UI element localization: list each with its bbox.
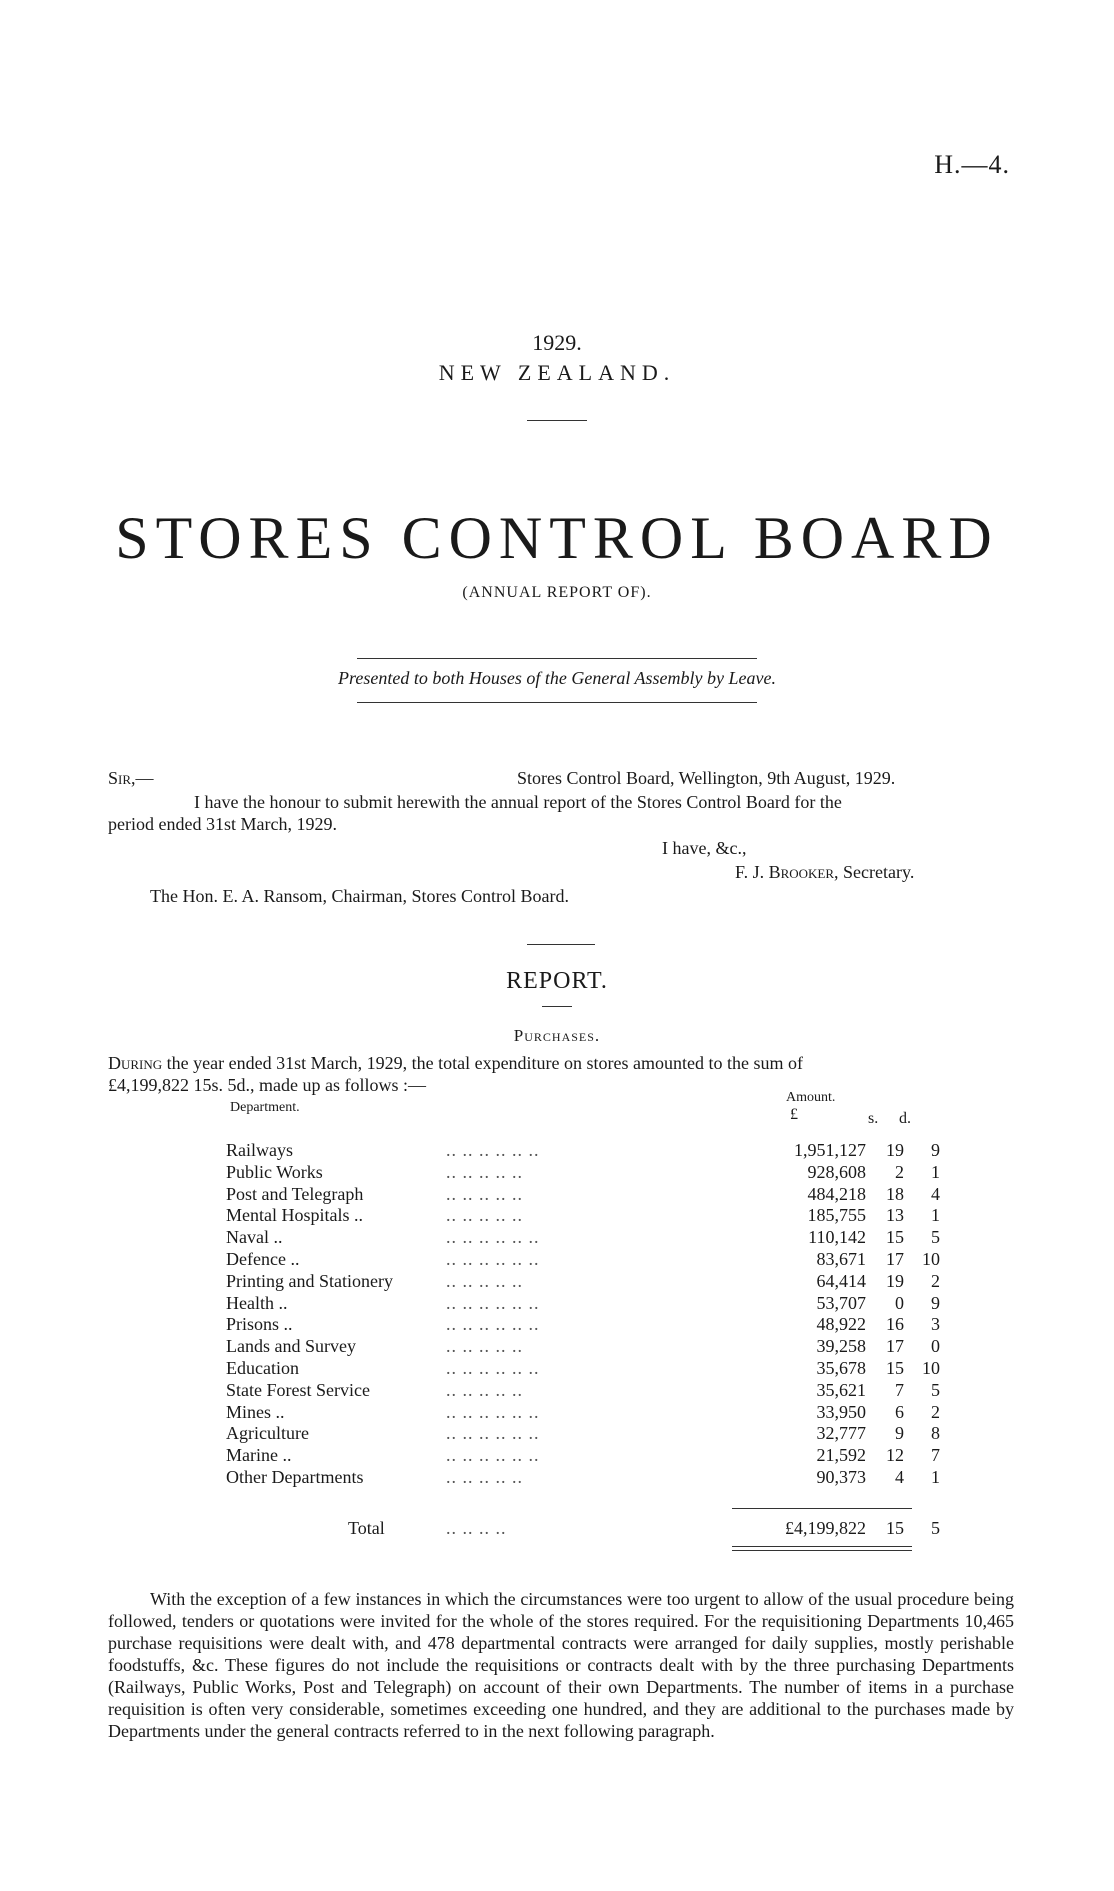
leader-dots: .. .. .. .. .. <box>446 1161 523 1182</box>
amount-shillings: 9 <box>895 1423 904 1444</box>
amount-pence: 1 <box>931 1467 940 1487</box>
table-row <box>226 1358 996 1380</box>
leader-dots: .. .. .. .. .. .. <box>446 1314 540 1335</box>
amount-pence: 3 <box>931 1314 940 1335</box>
signature-title: , Secretary. <box>834 862 915 882</box>
leader-dots: .. .. .. .. .. .. <box>446 1358 540 1378</box>
leader-dots: .. .. .. .. .. .. <box>446 1401 540 1422</box>
leader-dots: .. .. .. .. .. <box>446 1379 523 1400</box>
table-header-department: Department. <box>230 1100 300 1115</box>
table-row <box>226 1380 996 1402</box>
total-pounds: £4,199,822 <box>785 1518 866 1538</box>
table-row <box>226 1314 996 1336</box>
amount-pence: 2 <box>931 1401 940 1422</box>
amount-pence: 9 <box>931 1140 940 1160</box>
department-name: Post and Telegraph <box>226 1183 364 1204</box>
amount-pence: 1 <box>931 1205 940 1226</box>
divider <box>527 420 587 421</box>
amount-pounds: 48,922 <box>816 1314 866 1335</box>
leader-dots: .. .. .. .. .. <box>446 1336 523 1357</box>
department-name: Printing and Stationery <box>226 1270 393 1291</box>
department-name: Marine .. <box>226 1445 292 1466</box>
amount-shillings: 18 <box>886 1183 904 1204</box>
amount-pence: 7 <box>931 1445 940 1466</box>
table-header-amount: Amount. <box>786 1090 836 1105</box>
divider <box>357 658 757 659</box>
leader-dots: .. .. .. .. .. .. <box>446 1445 540 1466</box>
table-row <box>226 1184 996 1206</box>
amount-pounds: 110,142 <box>808 1227 866 1248</box>
department-name: Prisons .. <box>226 1314 293 1335</box>
department-name: Agriculture <box>226 1423 309 1444</box>
department-name: Defence .. <box>226 1249 300 1269</box>
amount-pounds: 484,218 <box>807 1183 866 1204</box>
amount-pence: 5 <box>931 1227 940 1248</box>
page-reference: H.—4. <box>934 150 1010 179</box>
leader-dots: .. .. .. .. .. .. <box>446 1249 540 1269</box>
department-name: Education <box>226 1358 299 1378</box>
amount-shillings: 16 <box>886 1314 904 1335</box>
amount-pence: 10 <box>922 1358 940 1378</box>
department-name: Lands and Survey <box>226 1336 356 1357</box>
amount-shillings: 2 <box>895 1161 904 1182</box>
signature-initials: F. J. <box>735 862 769 882</box>
amount-pounds: 39,258 <box>816 1336 866 1357</box>
department-name: Health .. <box>226 1292 288 1313</box>
amount-shillings: 19 <box>886 1270 904 1291</box>
leader-dots: .. .. .. .. .. .. <box>446 1227 540 1248</box>
amount-shillings: 17 <box>886 1249 904 1269</box>
presented-line: Presented to both Houses of the General Assembly by Leave. <box>338 668 776 688</box>
letter-salutation: Sir,— <box>108 768 154 788</box>
table-row <box>226 1205 996 1227</box>
department-name: Mines .. <box>226 1401 285 1422</box>
department-name: Naval .. <box>226 1227 283 1248</box>
letter-place-date: Stores Control Board, Wellington, 9th August, 1929. <box>517 768 896 788</box>
amount-pounds: 53,707 <box>816 1292 866 1313</box>
total-pence: 5 <box>931 1518 940 1538</box>
table-row <box>226 1336 996 1358</box>
table-row <box>226 1293 996 1315</box>
leader-dots: .. .. .. .. .. <box>446 1270 523 1291</box>
amount-shillings: 17 <box>886 1336 904 1357</box>
table-row <box>226 1402 996 1424</box>
amount-shillings: 6 <box>895 1401 904 1422</box>
amount-shillings: 12 <box>886 1445 904 1466</box>
body-paragraph: With the exception of a few instances in which the circumstances were too urgent to allow of the usual procedure being followed, tenders or quotations were invited for the whole of the stores required. For the requisitioning Departments 10,465 purchase requisitions were dealt with, and 478 departmental contracts were arranged for daily supplies, mostly perishable foodstuffs, &c. These figures do not include the requisitions or contracts dealt with by the three purchasing Departments (Railways, Public Works, Post and Telegraph) on account of their own Departments. The number of items in a purchase requisition is often very considerable, sometimes exceeding one hundred, and they are additional to the purchases made by Departments under the general contracts referred to in the next following paragraph. <box>108 1589 1014 1741</box>
table-row <box>226 1423 996 1445</box>
table-subtotal-rule <box>732 1508 912 1509</box>
amount-pence: 4 <box>931 1183 940 1204</box>
total-label: Total <box>348 1518 385 1538</box>
leader-dots: .. .. .. .. .. .. <box>446 1292 540 1313</box>
letter-closing: I have, &c., <box>662 838 747 858</box>
department-name: State Forest Service <box>226 1379 370 1400</box>
signature-name: Brooker <box>768 862 835 882</box>
amount-pounds: 83,671 <box>816 1249 866 1269</box>
department-name: Public Works <box>226 1161 323 1182</box>
letter-addressee: The Hon. E. A. Ransom, Chairman, Stores Control Board. <box>150 886 569 906</box>
letter-signature <box>735 860 914 884</box>
amount-pounds: 35,678 <box>816 1358 866 1378</box>
intro-lead-word: During <box>108 1053 163 1073</box>
table-row <box>226 1249 996 1271</box>
amount-shillings: 13 <box>886 1205 904 1226</box>
amount-pounds: 35,621 <box>816 1379 866 1400</box>
leader-dots: .. .. .. .. .. .. <box>446 1140 540 1160</box>
amount-pence: 2 <box>931 1270 940 1291</box>
table-row <box>226 1140 996 1162</box>
table-header-pence: d. <box>899 1110 911 1127</box>
amount-shillings: 19 <box>886 1140 904 1160</box>
divider <box>357 702 757 703</box>
amount-pence: 0 <box>931 1336 940 1357</box>
divider <box>542 1006 572 1007</box>
amount-pounds: 64,414 <box>816 1270 866 1291</box>
table-row <box>226 1467 996 1489</box>
amount-pence: 5 <box>931 1379 940 1400</box>
table-row <box>226 1227 996 1249</box>
table-row <box>226 1162 996 1184</box>
intro-line-1-text: the year ended 31st March, 1929, the total expenditure on stores amounted to the sum of <box>162 1053 804 1073</box>
amount-shillings: 15 <box>886 1358 904 1378</box>
amount-shillings: 7 <box>895 1379 904 1400</box>
amount-pounds: 21,592 <box>816 1445 866 1466</box>
amount-pounds: 928,608 <box>807 1161 866 1182</box>
total-leader-dots: .. .. .. .. <box>446 1518 507 1538</box>
amount-shillings: 4 <box>895 1467 904 1487</box>
department-name: Mental Hospitals .. <box>226 1205 363 1226</box>
country-heading: NEW ZEALAND. <box>438 360 676 385</box>
intro-line-1 <box>108 1052 1014 1074</box>
amount-pounds: 90,373 <box>816 1467 866 1487</box>
amount-pounds: 32,777 <box>816 1423 866 1444</box>
divider <box>527 944 595 945</box>
amount-shillings: 0 <box>895 1292 904 1313</box>
amount-pence: 8 <box>931 1423 940 1444</box>
document-subtitle: (ANNUAL REPORT OF). <box>462 584 652 601</box>
department-name: Railways <box>226 1140 293 1160</box>
report-heading: REPORT. <box>506 968 608 994</box>
table-row <box>226 1271 996 1293</box>
letter-body-line-1: I have the honour to submit herewith the annual report of the Stores Control Board for the <box>194 792 842 812</box>
report-year: 1929. <box>532 330 582 355</box>
amount-pounds: 33,950 <box>816 1401 866 1422</box>
amount-pence: 10 <box>922 1249 940 1269</box>
amount-pounds: 1,951,127 <box>794 1140 866 1160</box>
leader-dots: .. .. .. .. .. <box>446 1205 523 1226</box>
table-row <box>226 1445 996 1467</box>
letter-body-line-2: period ended 31st March, 1929. <box>108 814 337 834</box>
amount-pence: 1 <box>931 1161 940 1182</box>
leader-dots: .. .. .. .. .. <box>446 1467 523 1487</box>
amount-shillings: 15 <box>886 1227 904 1248</box>
section-heading-purchases: Purchases. <box>513 1026 601 1045</box>
department-name: Other Departments <box>226 1467 364 1487</box>
table-total-rule <box>732 1546 912 1547</box>
document-title: STORES CONTROL BOARD <box>115 505 999 571</box>
table-total-rule-double <box>732 1550 912 1551</box>
amount-pounds: 185,755 <box>807 1205 866 1226</box>
amount-pence: 9 <box>931 1292 940 1313</box>
table-header-pounds: £ <box>790 1106 798 1123</box>
leader-dots: .. .. .. .. .. <box>446 1183 523 1204</box>
leader-dots: .. .. .. .. .. .. <box>446 1423 540 1444</box>
intro-line-2: £4,199,822 15s. 5d., made up as follows :— <box>108 1075 426 1095</box>
table-total-row <box>226 1518 996 1540</box>
total-shillings: 15 <box>886 1518 904 1538</box>
table-header-shillings: s. <box>868 1110 879 1127</box>
